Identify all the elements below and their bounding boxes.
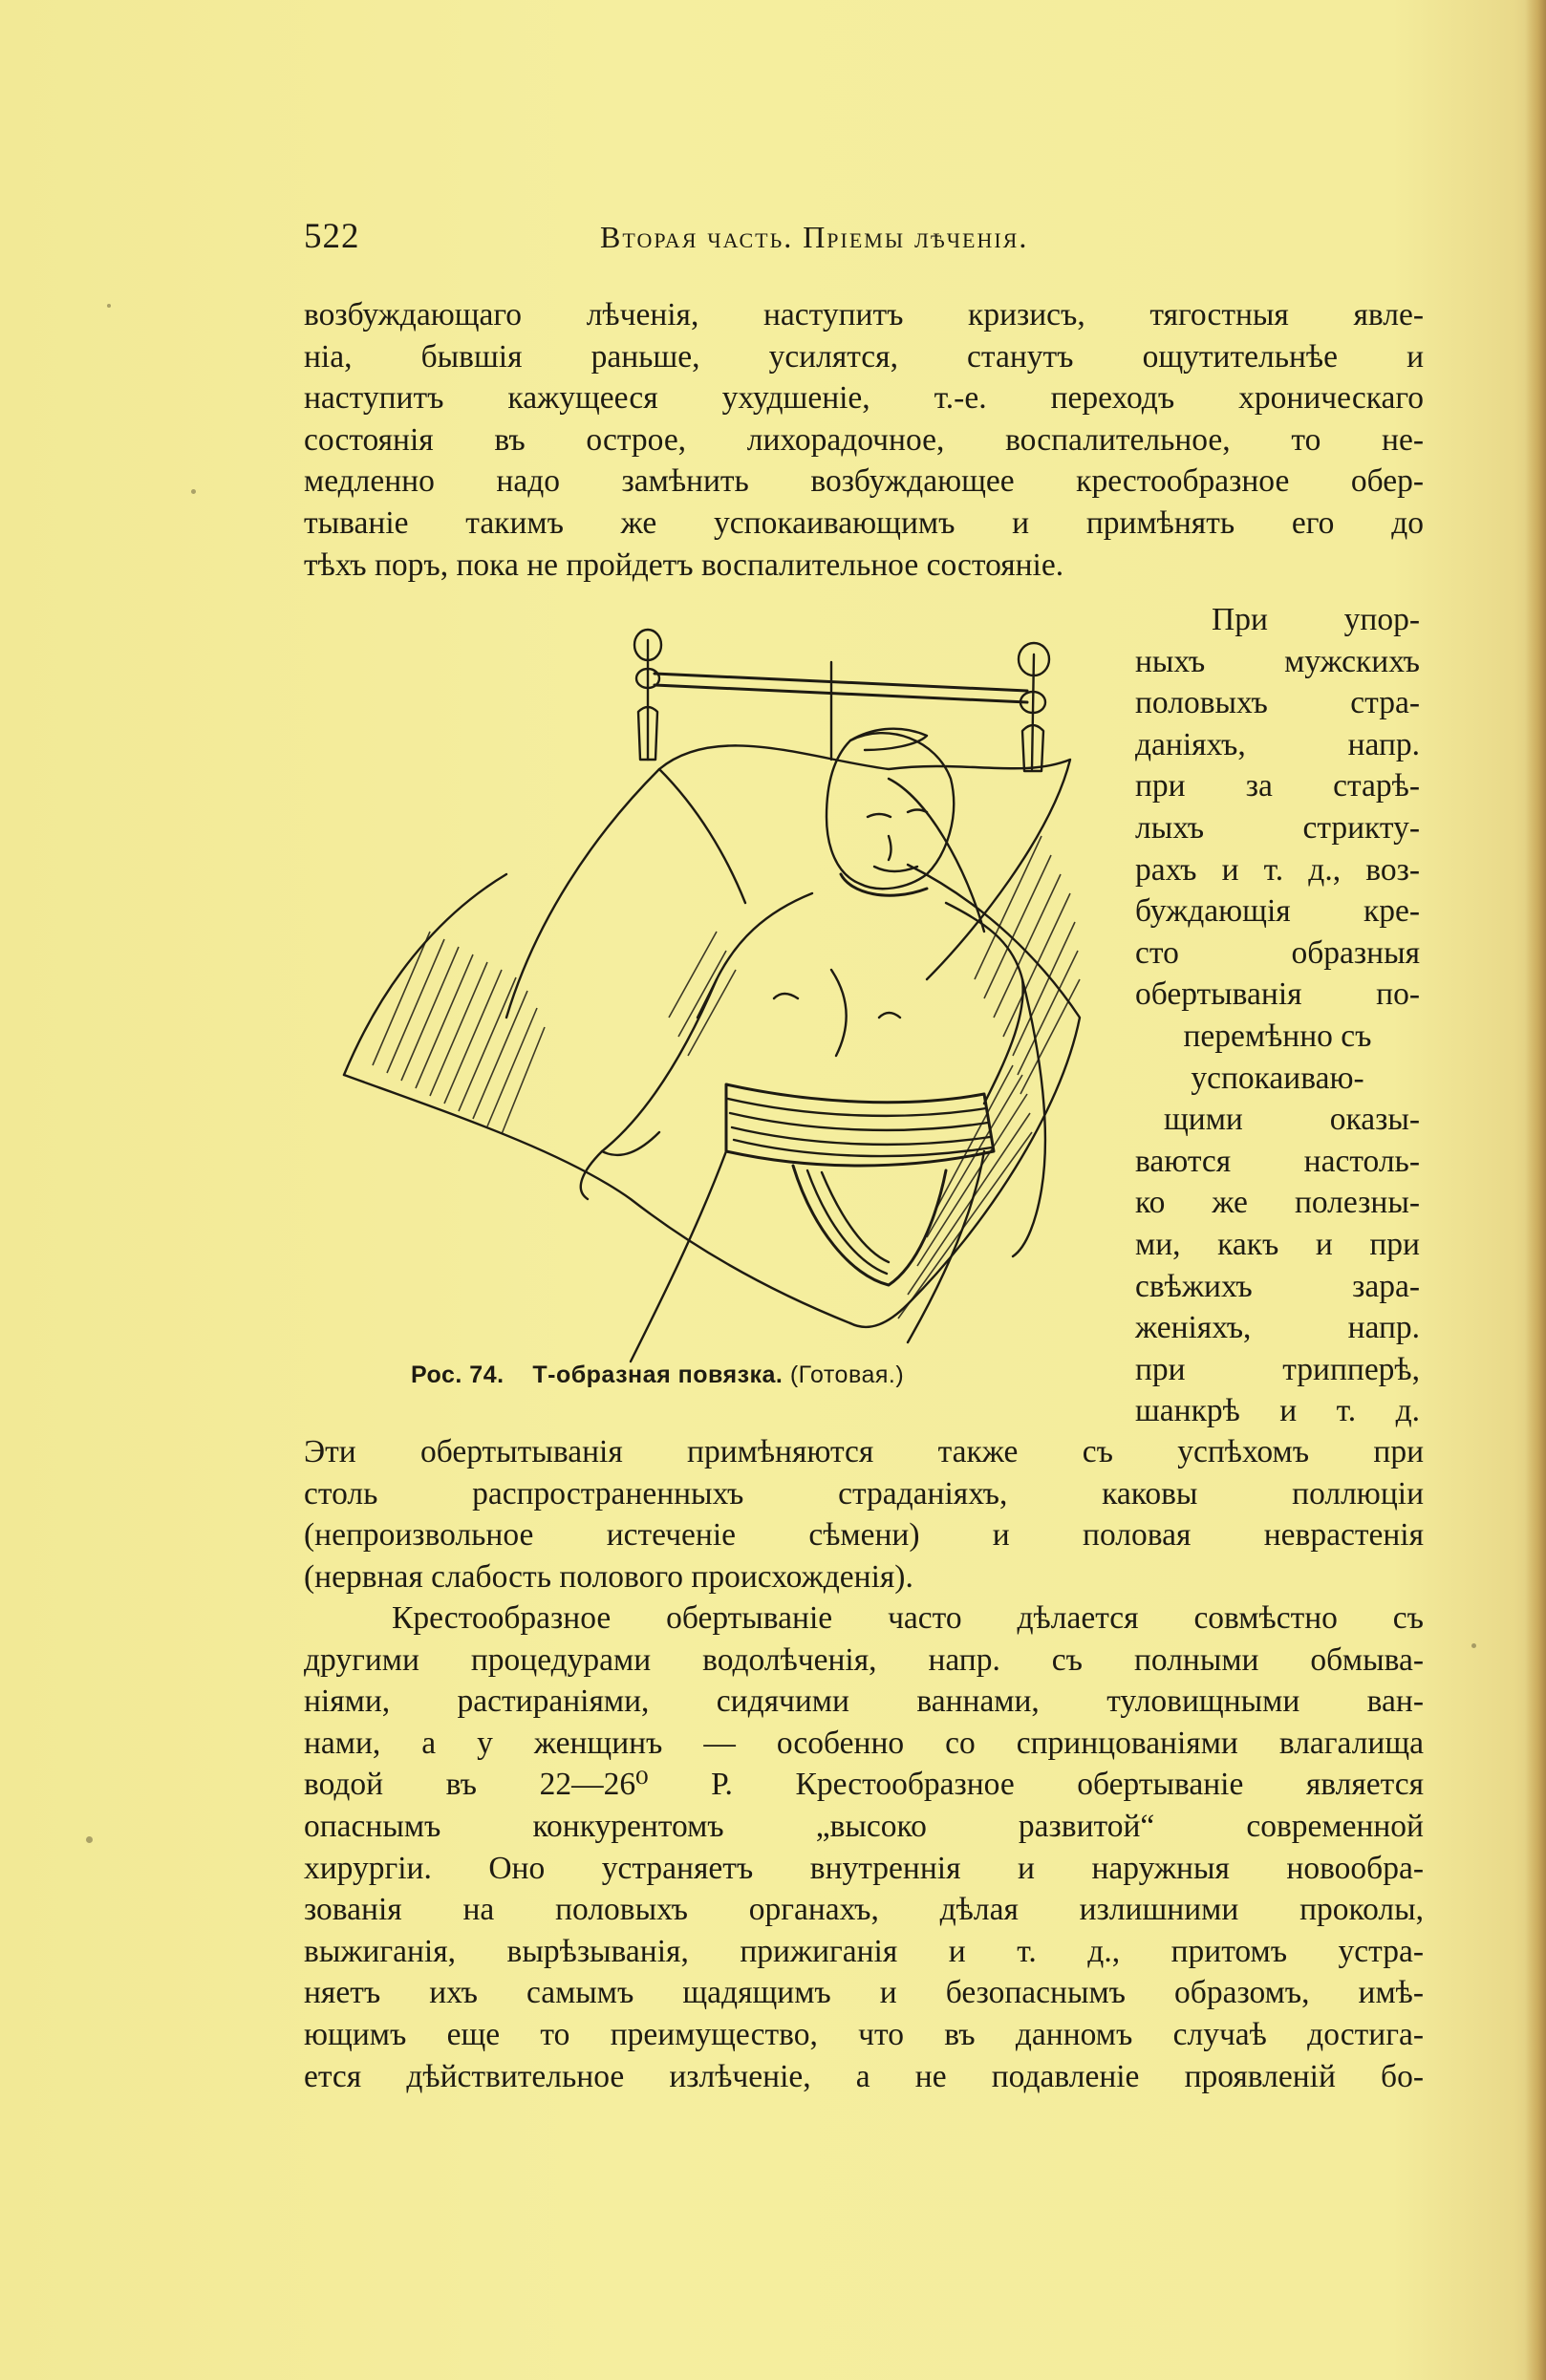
text-line: ми, какъ и при [1135, 1226, 1420, 1262]
paper-speck [1471, 1643, 1476, 1648]
caption-note: (Готовая.) [789, 1362, 905, 1388]
text-line: ныхъ мужскихъ [1135, 643, 1420, 679]
text-line: обертыванія по- [1135, 976, 1420, 1013]
text-line: свѣжихъ зара- [1135, 1268, 1420, 1304]
text-line: ніа, бывшія раньше, усилятся, станутъ ощутительнѣе и [304, 338, 1424, 375]
text-line: медленно надо замѣнить возбуждающее крестообразное обер- [304, 463, 1424, 500]
text-line: успокаиваю- [1191, 1060, 1364, 1096]
text-line: сто образныя [1135, 934, 1420, 971]
text-line: ется дѣйствительное излѣченіе, а не подавленіе проявленій бо- [304, 2058, 1424, 2094]
text-line: выжиганія, вырѣзыванія, прижиганія и т. д., притомъ устра- [304, 1933, 1424, 1969]
page-number: 522 [304, 217, 360, 256]
caption-label: Рос. 74. [411, 1362, 505, 1388]
text-line: женіяхъ, напр. [1135, 1310, 1420, 1346]
text-line: половыхъ стра- [1135, 685, 1420, 721]
text-line: При упор- [1212, 602, 1420, 637]
text-line: няетъ ихъ самымъ щадящимъ и безопаснымъ образомъ, имѣ- [304, 1975, 1424, 2011]
text-line: Эти обертытыванія примѣняются также съ успѣхомъ при [304, 1434, 1424, 1469]
text-line: состоянія въ острое, лихорадочное, воспалительное, то не- [304, 421, 1424, 458]
text-line: (непроизвольное истеченіе сѣмени) и половая неврастенія [304, 1517, 1424, 1554]
paragraph-2 [304, 1431, 1424, 1597]
caption-title: Т-образная повязка. [532, 1362, 784, 1388]
paper-speck [107, 304, 111, 308]
figure-caption [411, 1362, 904, 1389]
text-line: Крестообразное обертываніе часто дѣлается совмѣстно съ [392, 1600, 1424, 1636]
text-line: возбуждающаго лѣченія, наступитъ кризисъ, тягостныя явле- [304, 297, 1424, 332]
text-line: рахъ и т. д., воз- [1135, 851, 1420, 888]
text-line: при трипперѣ, [1135, 1351, 1420, 1387]
text-line: столь распространенныхъ страданіяхъ, каковы поллюціи [304, 1475, 1424, 1512]
text-line: ніями, растираніями, сидячими ваннами, туловищными ван- [304, 1683, 1424, 1720]
t-bandage-illustration [315, 616, 1108, 1371]
paper-speck [191, 489, 196, 494]
text-line: ко же полезны- [1135, 1185, 1420, 1221]
text-line: ющимъ еще то преимущество, что въ данномъ случаѣ достига- [304, 2016, 1424, 2052]
text-line: другими процедурами водолѣченія, напр. съ полными обмыва- [304, 1641, 1424, 1678]
text-line: лыхъ стрикту- [1135, 809, 1420, 846]
paragraph-1 [304, 294, 1424, 586]
text-line: водой въ 22—26⁰ Р. Крестообразное обертываніе является [304, 1767, 1424, 1803]
text-line: при за старѣ- [1135, 768, 1420, 804]
text-line: буждающія кре- [1135, 893, 1420, 930]
text-line: хирургіи. Оно устраняетъ внутреннія и наружныя новообра- [304, 1850, 1424, 1886]
text-line: даніяхъ, напр. [1135, 726, 1420, 762]
paper-speck [86, 1836, 93, 1843]
side-column-text [1135, 599, 1420, 1432]
text-line: тѣхъ поръ, пока не пройдетъ воспалительное состояніе. [304, 547, 1064, 583]
page-edge-shadow [1525, 0, 1546, 2380]
running-head: Вторая часть. Пріемы лѣченія. [600, 220, 1029, 254]
page-header [304, 212, 1441, 269]
text-line: зованія на половыхъ органахъ, дѣлая излишними проколы, [304, 1892, 1424, 1928]
text-line: щими оказы- [1164, 1102, 1420, 1138]
text-line: шанкрѣ и т. д. [1135, 1393, 1420, 1429]
text-line: опаснымъ конкурентомъ „высоко развитой“ современной [304, 1808, 1424, 1844]
text-line: (нервная слабость полового происхожденія). [304, 1558, 913, 1595]
text-line: ваются настоль- [1135, 1143, 1420, 1179]
text-line: наступитъ кажущееся ухудшеніе, т.-е. переходъ хроническаго [304, 380, 1424, 417]
text-line: тываніе такимъ же успокаивающимъ и примѣнять его до [304, 504, 1424, 541]
text-line: перемѣнно съ [1183, 1018, 1372, 1054]
paragraph-3 [304, 1597, 1424, 2097]
text-line: нами, а у женщинъ — особенно со спринцованіями влагалища [304, 1725, 1424, 1761]
